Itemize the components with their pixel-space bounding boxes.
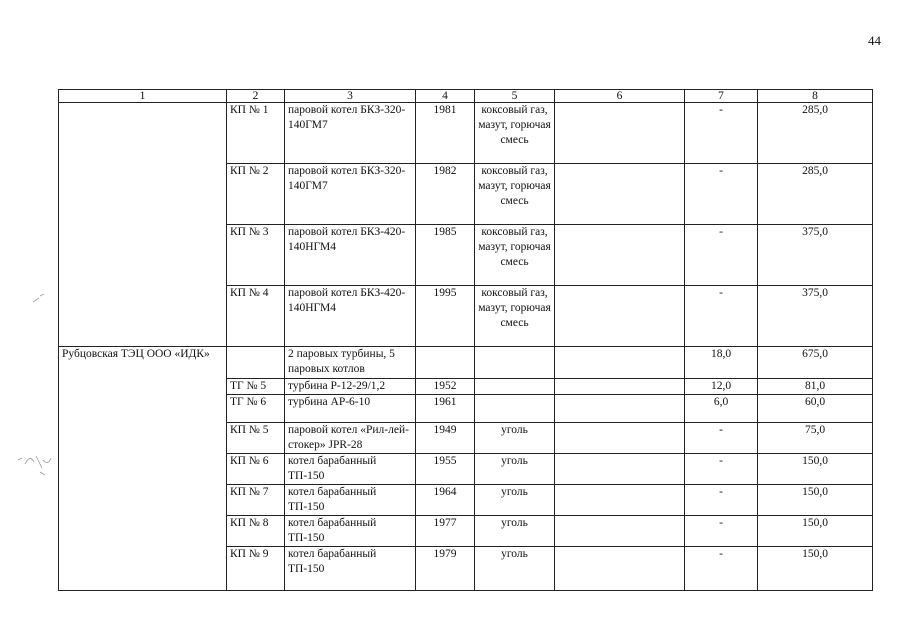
cell-c6 <box>555 454 685 485</box>
cell-electric-capacity: - <box>685 547 758 591</box>
cell-c6 <box>555 547 685 591</box>
col-header-3: 3 <box>285 90 416 103</box>
cell-fuel <box>475 395 555 423</box>
cell-unit: КП № 7 <box>227 485 285 516</box>
col-header-2: 2 <box>227 90 285 103</box>
cell-c6 <box>555 164 685 225</box>
cell-thermal-capacity: 81,0 <box>758 379 873 395</box>
cell-c6 <box>555 395 685 423</box>
cell-unit: КП № 9 <box>227 547 285 591</box>
table-row <box>59 347 873 379</box>
col-header-5: 5 <box>475 90 555 103</box>
cell-c6 <box>555 423 685 454</box>
cell-c6 <box>555 103 685 164</box>
cell-equipment: 2 паровых турбины, 5 паровых котлов <box>285 347 416 379</box>
cell-equipment: паровой котел БКЗ-320-140ГМ7 <box>285 103 416 164</box>
cell-electric-capacity: 18,0 <box>685 347 758 379</box>
cell-equipment: паровой котел «Рил-лей-стокер» JPR-28 <box>285 423 416 454</box>
cell-electric-capacity: - <box>685 423 758 454</box>
cell-electric-capacity: - <box>685 225 758 286</box>
cell-unit: КП № 8 <box>227 516 285 547</box>
cell-year: 1985 <box>416 225 475 286</box>
cell-year: 1977 <box>416 516 475 547</box>
cell-year: 1952 <box>416 379 475 395</box>
cell-fuel: уголь <box>475 547 555 591</box>
cell-fuel: уголь <box>475 423 555 454</box>
cell-equipment: котел барабанный ТП-150 <box>285 547 416 591</box>
cell-c6 <box>555 485 685 516</box>
cell-c1-empty <box>59 103 227 347</box>
cell-fuel <box>475 379 555 395</box>
cell-thermal-capacity: 285,0 <box>758 103 873 164</box>
cell-year: 1982 <box>416 164 475 225</box>
cell-fuel: коксовый газ, мазут, горючая смесь <box>475 103 555 164</box>
cell-equipment: паровой котел БКЗ-420-140НГМ4 <box>285 286 416 347</box>
cell-c6 <box>555 379 685 395</box>
cell-electric-capacity: - <box>685 286 758 347</box>
cell-unit: КП № 2 <box>227 164 285 225</box>
cell-c6 <box>555 516 685 547</box>
cell-fuel: уголь <box>475 485 555 516</box>
cell-thermal-capacity: 375,0 <box>758 225 873 286</box>
cell-thermal-capacity: 375,0 <box>758 286 873 347</box>
cell-plant-name: Рубцовская ТЭЦ ООО «ИДК» <box>59 347 227 591</box>
cell-year: 1981 <box>416 103 475 164</box>
cell-thermal-capacity: 75,0 <box>758 423 873 454</box>
cell-electric-capacity: - <box>685 516 758 547</box>
cell-fuel: коксовый газ, мазут, горючая смесь <box>475 286 555 347</box>
table-row <box>59 103 873 164</box>
cell-year: 1995 <box>416 286 475 347</box>
cell-equipment: котел барабанный ТП-150 <box>285 485 416 516</box>
cell-unit: КП № 4 <box>227 286 285 347</box>
cell-year: 1961 <box>416 395 475 423</box>
margin-mark-2 <box>16 448 56 478</box>
cell-unit: КП № 1 <box>227 103 285 164</box>
cell-unit: КП № 6 <box>227 454 285 485</box>
cell-c6 <box>555 347 685 379</box>
cell-electric-capacity: - <box>685 164 758 225</box>
cell-fuel: уголь <box>475 516 555 547</box>
cell-thermal-capacity: 150,0 <box>758 547 873 591</box>
cell-thermal-capacity: 150,0 <box>758 485 873 516</box>
cell-unit <box>227 347 285 379</box>
cell-equipment: котел барабанный ТП-150 <box>285 516 416 547</box>
cell-fuel: коксовый газ, мазут, горючая смесь <box>475 225 555 286</box>
col-header-8: 8 <box>758 90 873 103</box>
cell-year <box>416 347 475 379</box>
header-row <box>59 90 873 103</box>
page-number: 44 <box>868 33 881 48</box>
margin-mark-1 <box>32 293 46 305</box>
cell-fuel <box>475 347 555 379</box>
cell-year: 1955 <box>416 454 475 485</box>
cell-thermal-capacity: 285,0 <box>758 164 873 225</box>
cell-thermal-capacity: 150,0 <box>758 454 873 485</box>
col-header-1: 1 <box>59 90 227 103</box>
cell-equipment: турбина Р-12-29/1,2 <box>285 379 416 395</box>
cell-unit: КП № 3 <box>227 225 285 286</box>
cell-c6 <box>555 225 685 286</box>
cell-unit: ТГ № 5 <box>227 379 285 395</box>
cell-equipment: котел барабанный ТП-150 <box>285 454 416 485</box>
cell-year: 1979 <box>416 547 475 591</box>
cell-equipment: паровой котел БКЗ-420-140НГМ4 <box>285 225 416 286</box>
equipment-table <box>58 89 873 591</box>
cell-year: 1964 <box>416 485 475 516</box>
cell-fuel: коксовый газ, мазут, горючая смесь <box>475 164 555 225</box>
cell-thermal-capacity: 150,0 <box>758 516 873 547</box>
cell-equipment: паровой котел БКЗ-320-140ГМ7 <box>285 164 416 225</box>
col-header-6: 6 <box>555 90 685 103</box>
cell-fuel: уголь <box>475 454 555 485</box>
col-header-7: 7 <box>685 90 758 103</box>
cell-unit: ТГ № 6 <box>227 395 285 423</box>
cell-year: 1949 <box>416 423 475 454</box>
cell-electric-capacity: - <box>685 485 758 516</box>
col-header-4: 4 <box>416 90 475 103</box>
cell-equipment: турбина АР-6-10 <box>285 395 416 423</box>
cell-thermal-capacity: 675,0 <box>758 347 873 379</box>
cell-electric-capacity: 6,0 <box>685 395 758 423</box>
cell-unit: КП № 5 <box>227 423 285 454</box>
cell-electric-capacity: 12,0 <box>685 379 758 395</box>
cell-c6 <box>555 286 685 347</box>
cell-thermal-capacity: 60,0 <box>758 395 873 423</box>
cell-electric-capacity: - <box>685 454 758 485</box>
cell-electric-capacity: - <box>685 103 758 164</box>
